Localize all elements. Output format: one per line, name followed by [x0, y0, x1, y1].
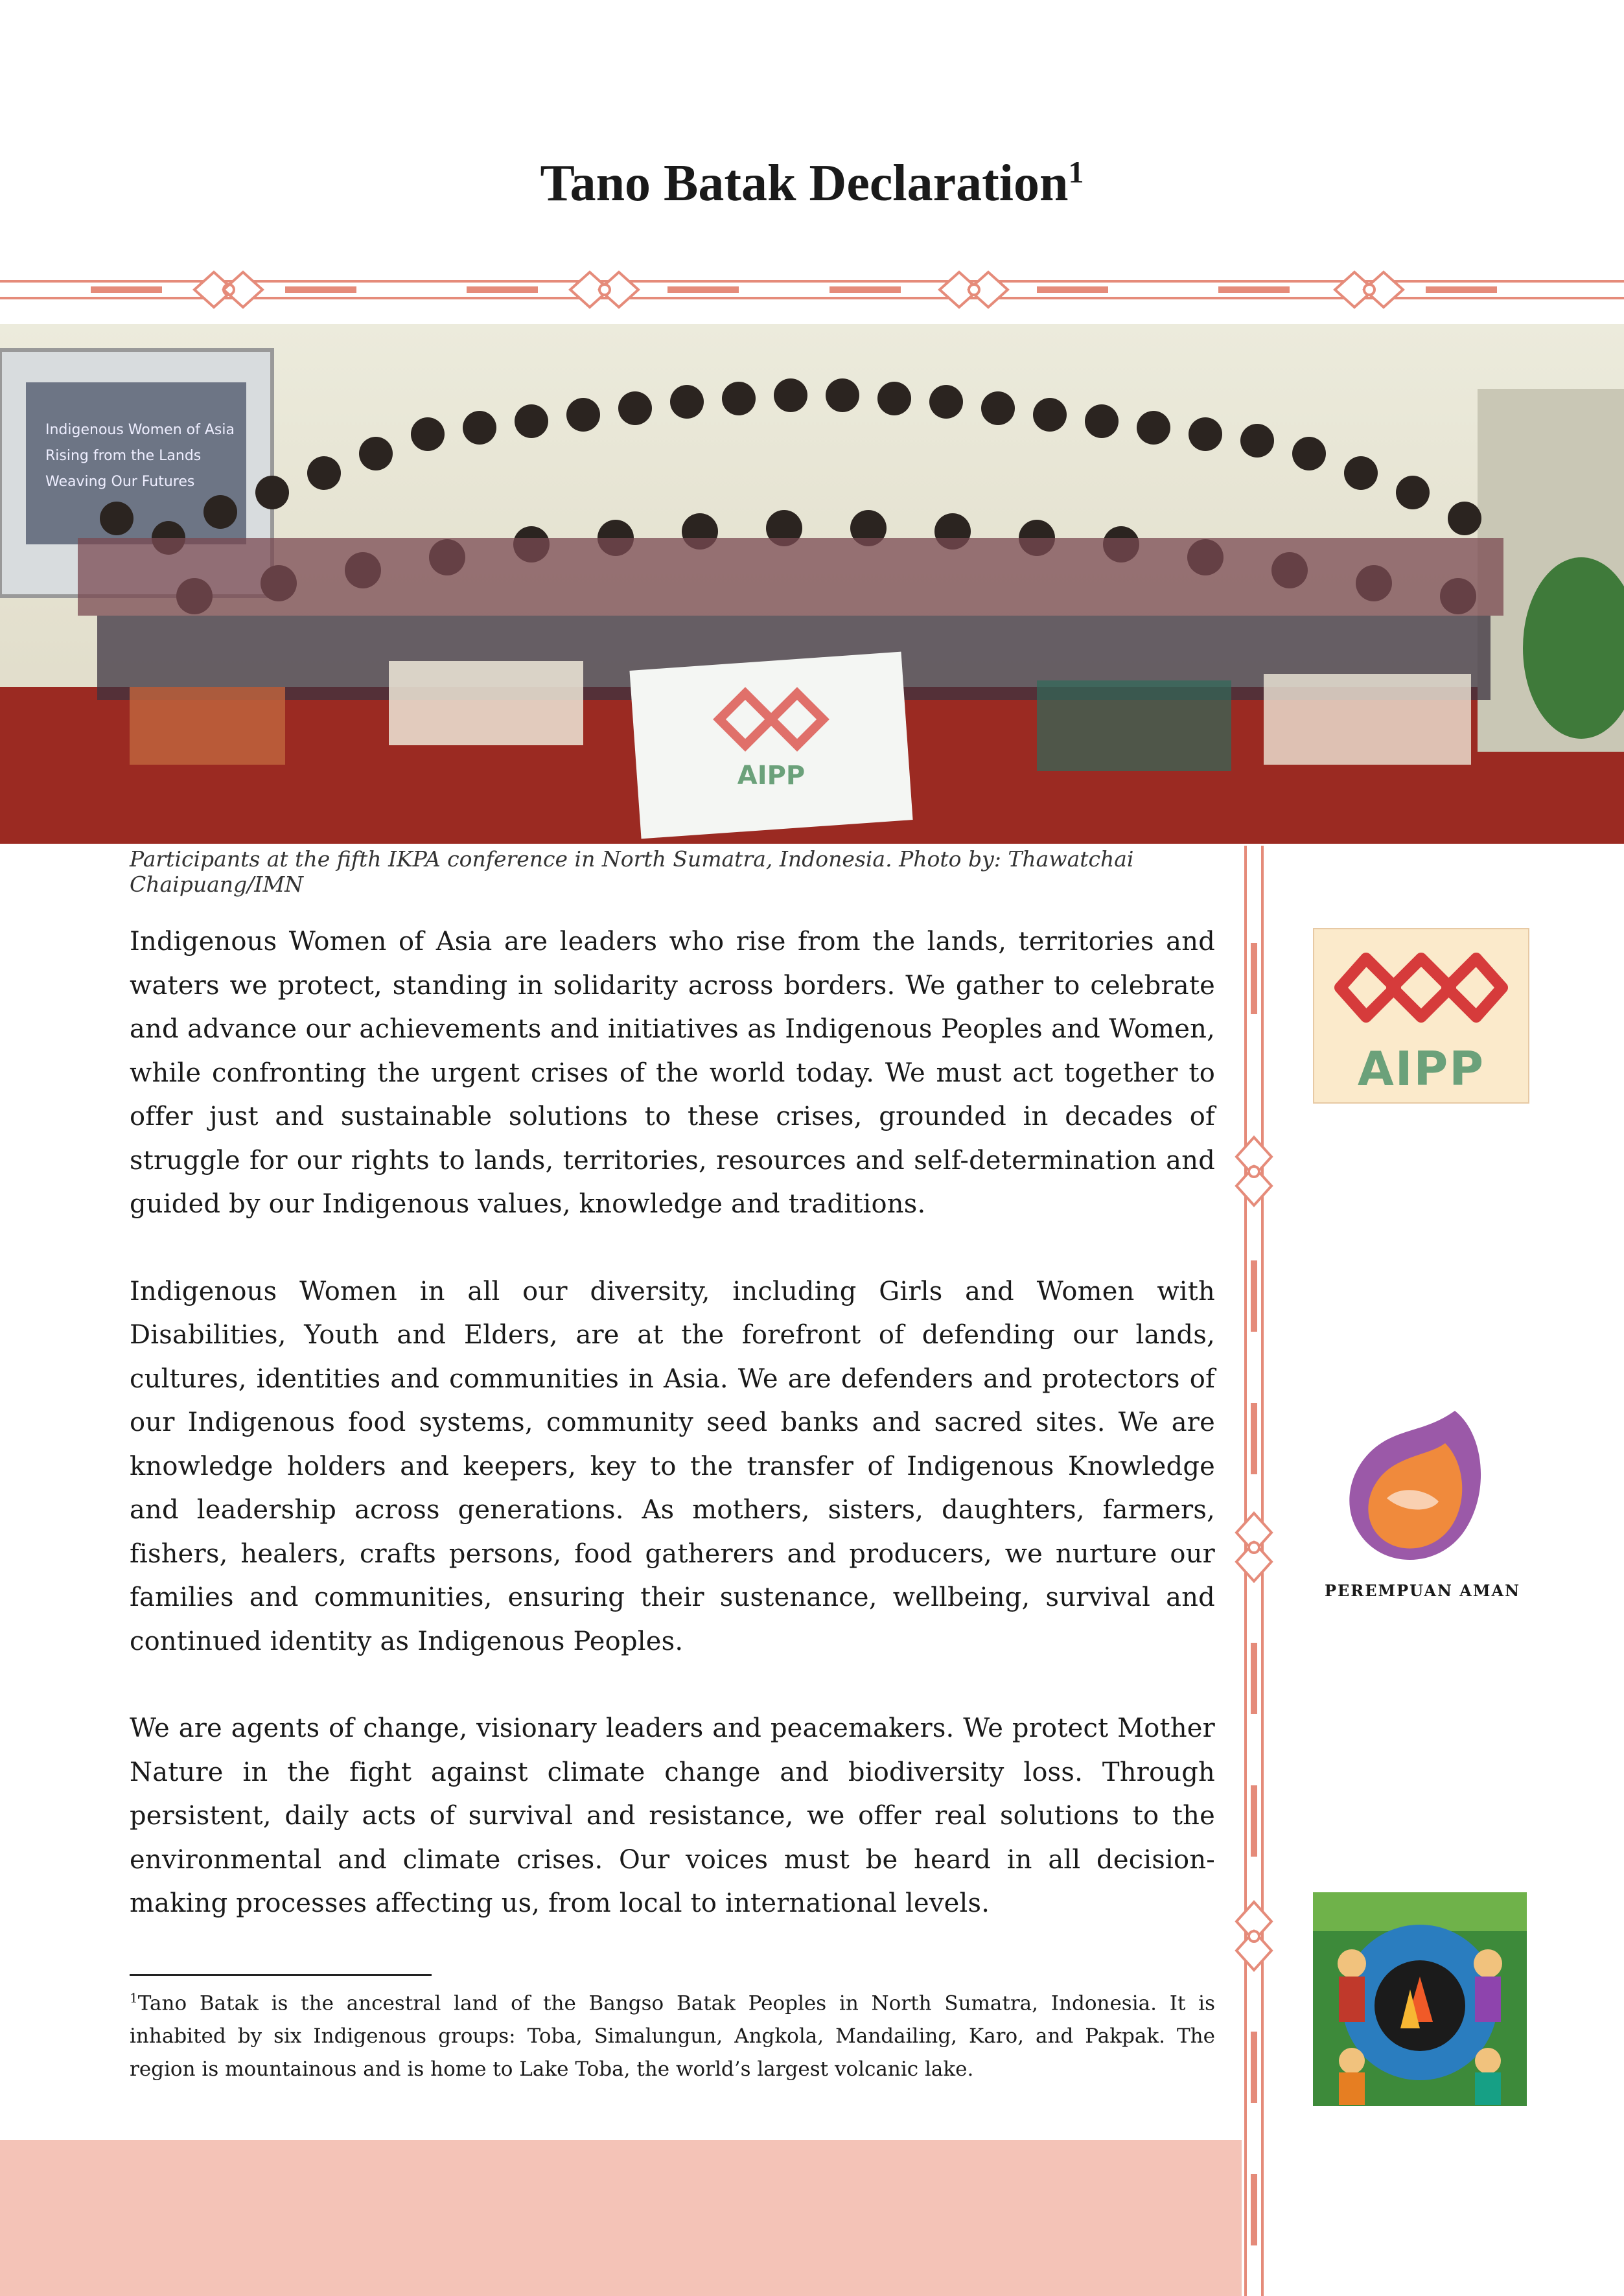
aipp-banner [629, 652, 912, 839]
group-photo-illustration [0, 324, 1624, 844]
footnote [130, 1982, 1215, 2086]
screen-line-1: Indigenous Women of Asia [45, 422, 235, 438]
ornamental-border-side [1231, 846, 1277, 2296]
indigenous-artwork [1313, 1892, 1527, 2106]
bottom-color-band [0, 2140, 1242, 2296]
ornamental-border-top [0, 267, 1624, 312]
paragraph-1: Indigenous Women of Asia are leaders who rise from the lands, territories and waters we protect, standing in solidarity across borders. We gather to celebrate and advance our achievements and initiatives as Indigenous Peoples and Women, while confronting the urgent crises of the world today. We must act together to offer just and sustainable solutions to these crises, grounded in decades of struggle for our rights to lands, territories, resources and self-determination and guided by our Indigenous values, knowledge and traditions. [130, 927, 1215, 1219]
footnote-divider [130, 1974, 432, 1976]
paragraph-3: We are agents of change, visionary leaders and peacemakers. We protect Mother Nature in the fight against climate change and biodiversity loss. Through persistent, daily acts of survival and resistance, we offer real solutions to the environmental and climate crises. Our voices must be heard in all decision-making processes affecting us, from local to international levels. [130, 1713, 1215, 1918]
perempuan-aman-logo [1341, 1408, 1497, 1576]
title-footnote-mark[interactable]: 1 [1068, 155, 1084, 190]
banner-text: AIPP [737, 761, 806, 791]
footnote-mark: 1 [130, 1990, 138, 2006]
aipp-logo-text: AIPP [1357, 1041, 1485, 1096]
page-title [0, 154, 1624, 213]
footnote-text: Tano Batak is the ancestral land of the Bangso Batak Peoples in North Sumatra, Indonesia. It is inhabited by six Indigenous groups: Toba, Simalungun, Angkola, Mandailing, Karo, and Pakpak. The region is mountainous and is home to Lake Toba, the world’s largest volcanic lake. [130, 1991, 1215, 2081]
screen-line-3: Weaving Our Futures [45, 474, 195, 490]
aipp-logo [1313, 928, 1529, 1104]
perempuan-aman-label: PEREMPUAN AMAN [1324, 1581, 1521, 1600]
declaration-body [130, 920, 1215, 1969]
photo-caption: Participants at the fifth IKPA conference in North Sumatra, Indonesia. Photo by: Thawatchai Chaipuang/IMN [130, 846, 1134, 897]
paragraph-2: Indigenous Women in all our diversity, including Girls and Women with Disabilities, Youth and Elders, are at the forefront of defending our lands, cultures, identities and communities in Asia. We are defenders and protectors of our Indigenous food systems, community seed banks and sacred sites. We are knowledge holders and keepers, key to the transfer of Indigenous Knowledge and leadership across generations. As mothers, sisters, daughters, farmers, fishers, healers, crafts persons, food gatherers and producers, we nurture our families and communities, ensuring their sustenance, wellbeing, survival and continued identity as Indigenous Peoples. [130, 1276, 1215, 1656]
group-photo [0, 324, 1624, 844]
screen-line-2: Rising from the Lands [45, 448, 202, 464]
title-text: Tano Batak Declaration [540, 155, 1069, 212]
